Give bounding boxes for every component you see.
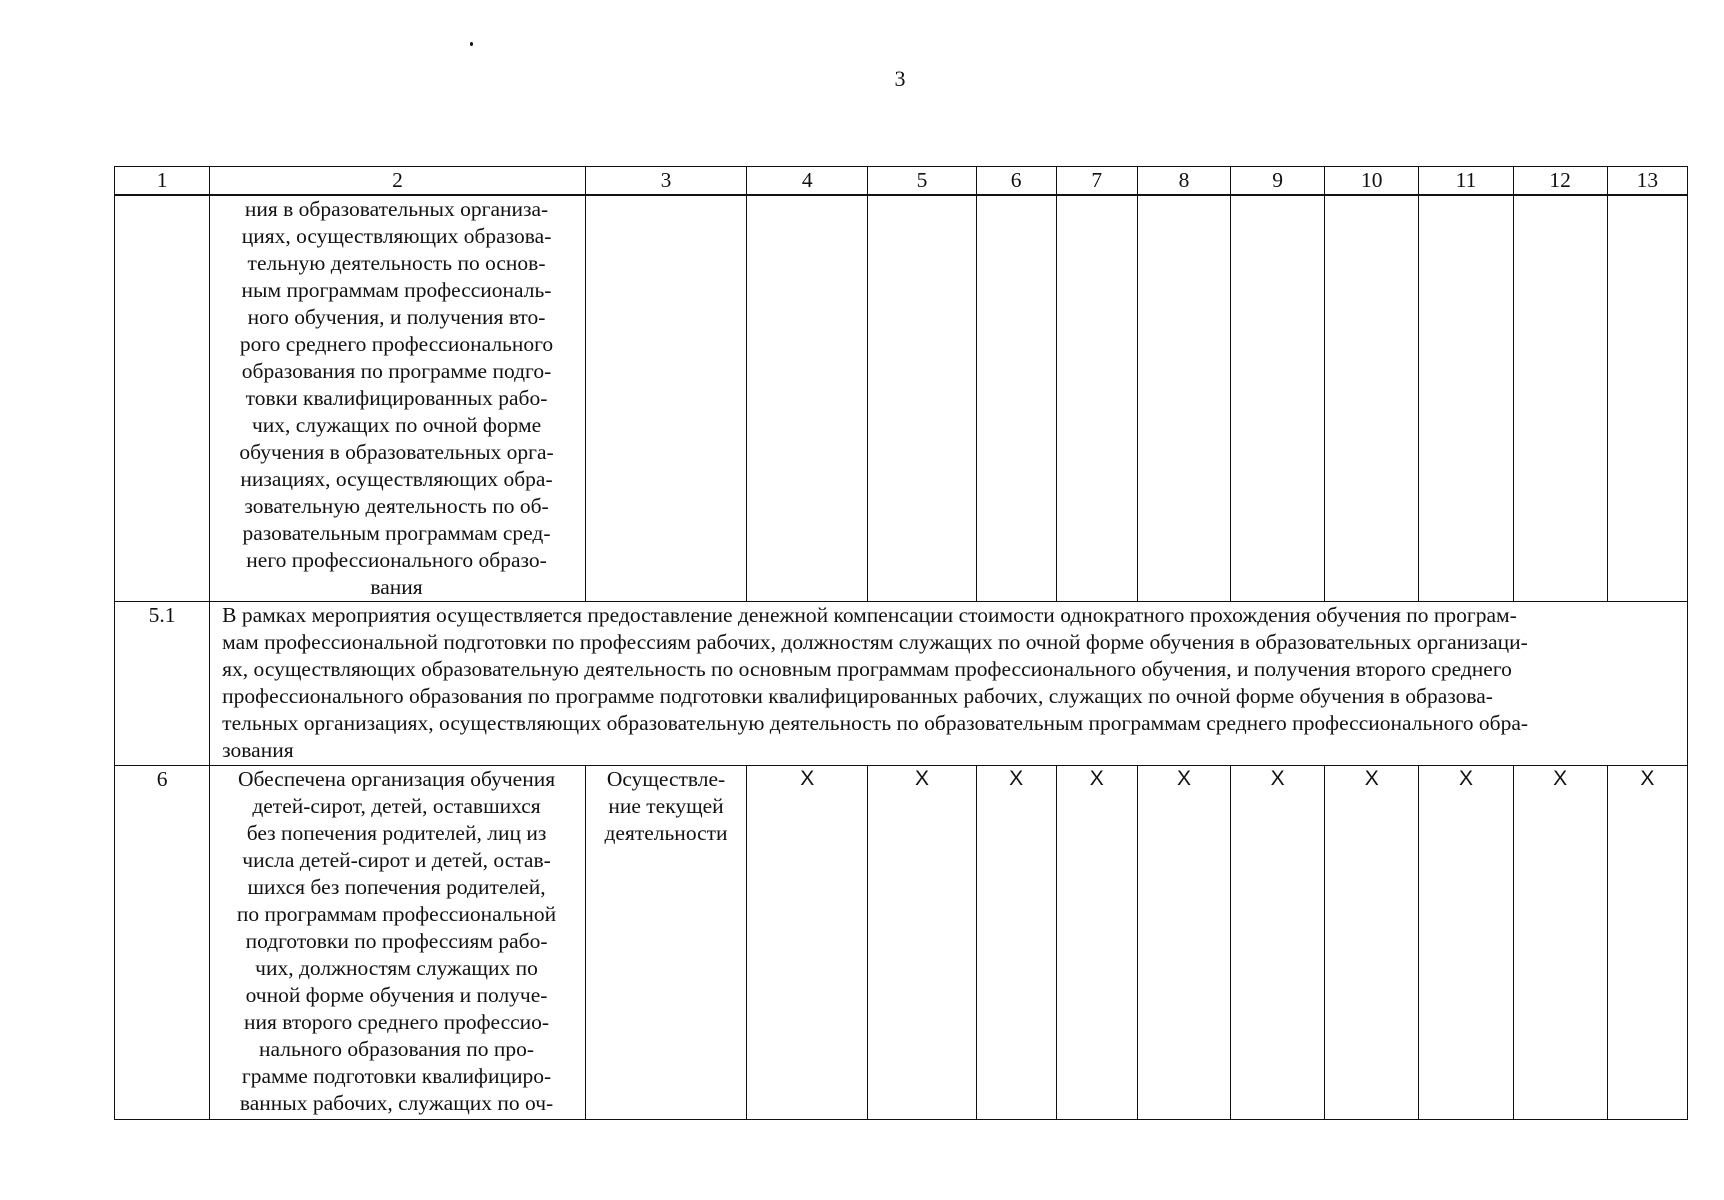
x-mark-cell: X (747, 766, 868, 1120)
x-mark-cell: X (1056, 766, 1137, 1120)
table-row-continued (115, 195, 1688, 602)
row-number-cell: 6 (115, 766, 210, 1120)
empty-cell (1325, 195, 1419, 602)
row-number-cell (115, 195, 210, 602)
description-line: ях, осуществляющих образовательную деятельность по основным программам профессионального обучения, и получения второго среднего (222, 657, 1512, 681)
page-number: 3 (894, 66, 906, 91)
implementation-line: деятельности (604, 821, 728, 845)
x-mark-cell: X (1231, 766, 1325, 1120)
description-line: низациях, осуществляющих обра- (240, 467, 553, 491)
description-line: чих, должностям служащих по (255, 956, 538, 980)
column-header: 7 (1056, 167, 1137, 196)
empty-cell (1513, 195, 1607, 602)
description-line: Обеспечена организация обучения (237, 767, 556, 791)
empty-cell (1419, 195, 1513, 602)
description-line: зования (222, 738, 294, 762)
column-header: 8 (1137, 167, 1230, 196)
description-line: зовательную деятельность по об- (244, 494, 549, 518)
description-line: разовательным программам сред- (242, 521, 551, 545)
empty-cell (585, 195, 746, 602)
description-cell (210, 195, 586, 602)
implementation-line: Осуществле- (606, 767, 726, 791)
x-mark-cell: X (1137, 766, 1230, 1120)
description-line: вания (370, 575, 423, 599)
description-line: циях, осуществляющих образова- (241, 224, 552, 248)
column-header: 6 (976, 167, 1056, 196)
description-line: шихся без попечения родителей, (247, 875, 546, 899)
column-header: 11 (1419, 167, 1513, 196)
column-header: 3 (585, 167, 746, 196)
description-line: без попечения родителей, лиц из (246, 821, 547, 845)
table-row-5-1 (115, 602, 1688, 766)
column-header: 2 (210, 167, 586, 196)
x-mark-cell: X (1325, 766, 1419, 1120)
description-line: детей-сирот, детей, оставшихся (252, 794, 541, 818)
column-header: 5 (868, 167, 976, 196)
x-mark-cell: X (868, 766, 976, 1120)
empty-cell (747, 195, 868, 602)
description-line: ного обучения, и получения вто- (247, 305, 546, 329)
scan-speck (470, 42, 473, 46)
empty-cell (1137, 195, 1230, 602)
table-row-6 (115, 766, 1688, 1120)
description-line: профессионального образования по программе подготовки квалифицированных рабочих, служащих по очной форме обучения в образова- (222, 684, 1493, 708)
implementation-cell (585, 766, 746, 1120)
empty-cell (1056, 195, 1137, 602)
description-line: очной форме обучения и получе- (245, 983, 548, 1007)
description-line: грамме подготовки квалифициро- (241, 1064, 552, 1088)
x-mark-cell: X (1419, 766, 1513, 1120)
description-cell (210, 766, 586, 1120)
merged-description-cell (210, 602, 1688, 766)
column-number-row (115, 167, 1688, 196)
description-line: образования по программе подго- (241, 359, 552, 383)
column-header: 9 (1231, 167, 1325, 196)
row-number-cell: 5.1 (115, 602, 210, 766)
description-line: него профессионального образо- (246, 548, 547, 572)
description-line: обучения в образовательных орга- (239, 440, 554, 464)
column-header: 12 (1513, 167, 1607, 196)
description-line: ным программам профессиональ- (241, 278, 552, 302)
column-header: 10 (1325, 167, 1419, 196)
x-mark-cell: X (1513, 766, 1607, 1120)
empty-cell (976, 195, 1056, 602)
description-line: подготовки по профессиям рабо- (245, 929, 548, 953)
description-line: ния второго среднего профессио- (243, 1010, 550, 1034)
empty-cell (868, 195, 976, 602)
empty-cell (1607, 195, 1687, 602)
measures-table (114, 166, 1688, 1120)
description-line: В рамках мероприятия осуществляется предоставление денежной компенсации стоимости однократного прохождения обучения по програм- (222, 603, 1517, 627)
empty-cell (1231, 195, 1325, 602)
description-line: нального образования по про- (259, 1037, 535, 1061)
implementation-line: ние текущей (608, 794, 724, 818)
description-line: рого среднего профессионального (239, 332, 554, 356)
description-line: ния в образовательных организа- (244, 197, 549, 221)
description-line: мам профессиональной подготовки по профессиям рабочих, должностям служащих по очной форме обучения в образовательных организаци- (222, 630, 1528, 654)
x-mark-cell: X (976, 766, 1056, 1120)
column-header: 1 (115, 167, 210, 196)
description-line: ванных рабочих, служащих по оч- (239, 1091, 554, 1115)
description-line: по программам профессиональной (236, 902, 557, 926)
column-header: 13 (1607, 167, 1687, 196)
x-mark-cell: X (1607, 766, 1687, 1120)
description-line: тельную деятельность по основ- (247, 251, 546, 275)
description-line: чих, служащих по очной форме (251, 413, 542, 437)
column-header: 4 (747, 167, 868, 196)
description-line: товки квалифицированных рабо- (245, 386, 548, 410)
description-line: числа детей-сирот и детей, остав- (242, 848, 551, 872)
description-line: тельных организациях, осуществляющих образовательную деятельность по образовательным программам среднего профессионального обра- (222, 711, 1529, 735)
